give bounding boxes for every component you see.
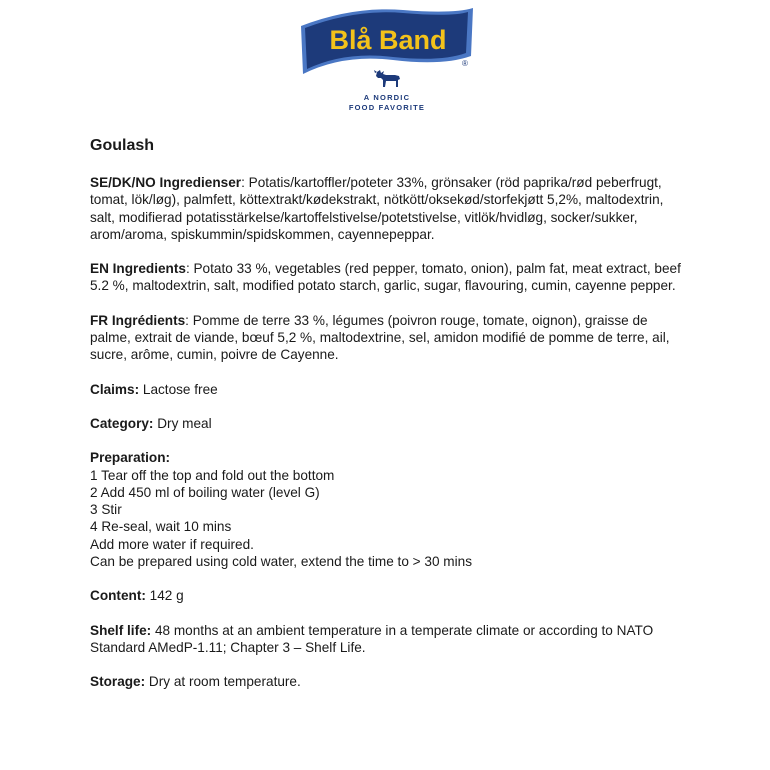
category-label: Category: [90,415,154,431]
ingredients-en-label: EN Ingredients [90,261,186,277]
preparation-label: Preparation: [90,450,171,466]
ingredients-fr [90,312,690,364]
ingredients-en-text: : Potato 33 %, vegetables (red pepper, tomato, onion), palm fat, meat extract, beef 5.2 %, maltodextrin, salt, modified potato starch, garlic, sugar, flavouring, cumin, cayenne pepper. [90,261,681,294]
logo-brand-text: Blå Band [329,25,447,55]
bla-band-logo [293,4,481,114]
ingredients-se-label: SE/DK/NO Ingredienser [90,175,242,190]
product-info [90,136,690,708]
category [90,415,690,432]
logo-tagline-line1: A NORDIC [363,93,411,102]
preparation-note: Add more water if required. [90,536,254,552]
claims-text: Lactose free [139,381,218,397]
moose-icon [374,70,400,87]
claims-label: Claims: [90,381,140,397]
preparation-step: 3 Stir [90,502,122,518]
storage-text: Dry at room temperature. [145,674,301,690]
logo-tagline-line2: FOOD FAVORITE [348,103,426,112]
preparation-step: 4 Re-seal, wait 10 mins [90,519,232,535]
logo-banner [293,4,481,92]
storage-label: Storage: [90,674,146,690]
content-weight [90,587,690,604]
category-text: Dry meal [153,415,212,431]
claims [90,381,690,398]
preparation [90,449,690,570]
shelf-life-label: Shelf life: [90,622,152,638]
preparation-note: Can be prepared using cold water, extend the time to > 30 mins [90,554,472,570]
ingredients-fr-text: : Pomme de terre 33 %, légumes (poivron rouge, tomate, oignon), graisse de palme, extrait de viande, bœuf 5,2 %, maltodextrine, sel, amidon modifié de pomme de terre, ail, sucre, arôme, cumin, poivre de Cayenne. [90,312,670,363]
ingredients-en [90,260,690,295]
content-label: Content: [90,588,146,604]
ingredients-se [90,174,690,243]
storage [90,673,690,690]
preparation-step: 2 Add 450 ml of boiling water (level G) [90,484,320,500]
ingredients-se-text: : Potatis/kartoffler/poteter 33%, grönsaker (röd paprika/rød peberfrugt, tomat, lök/løg), palmfett, köttextrakt/kødekstrakt, nötkött/oksekød/storfekjøtt 5,2%, maltodextrin, salt, modifierad potatisstärkelse/kartoffelstivelse/potetstivelse, vitlök/hvidløg, socker/sukker, arom/aroma, spiskummin/spidskommen, cayennepeppar. [90,175,664,242]
product-title: Goulash [90,137,155,154]
ingredients-fr-label: FR Ingrédients [90,312,186,328]
registered-mark: ® [462,59,468,68]
content-text: 142 g [145,588,184,604]
preparation-step: 1 Tear off the top and fold out the bottom [90,467,335,483]
shelf-life [90,622,690,657]
shelf-life-text: 48 months at an ambient temperature in a temperate climate or according to NATO Standard AMedP-1.11; Chapter 3 – Shelf Life. [90,622,654,655]
